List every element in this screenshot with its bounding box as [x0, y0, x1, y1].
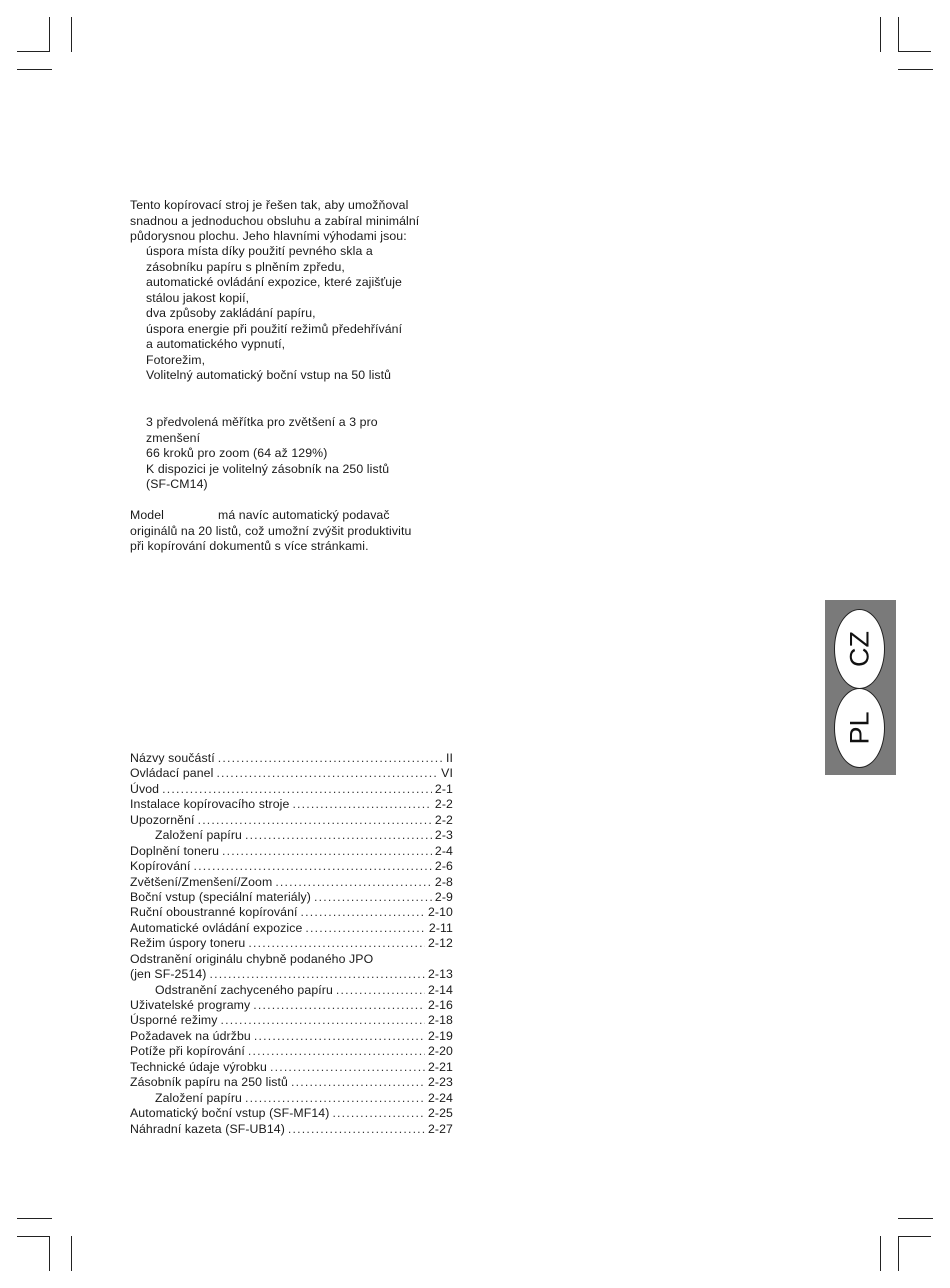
- toc-label: Odstranění originálu chybně podaného JPO: [130, 951, 374, 966]
- list-item: (SF-CM14): [146, 477, 208, 491]
- feature-list-secondary: [130, 415, 470, 493]
- toc-row: [130, 905, 453, 920]
- list-item: zmenšení: [146, 430, 201, 445]
- toc-leader-dots: [275, 875, 432, 889]
- toc-label: Náhradní kazeta (SF-UB14): [130, 1121, 285, 1136]
- toc-row: [130, 890, 453, 905]
- toc-leader-dots: [221, 1013, 425, 1027]
- toc-row: [130, 967, 453, 982]
- toc-leader-dots: [193, 859, 431, 873]
- toc-leader-dots: [162, 782, 432, 796]
- toc-leader-dots: [336, 983, 425, 997]
- toc-page: 2-20: [427, 1044, 453, 1059]
- toc-row: [130, 1060, 453, 1075]
- toc-page: 2-2: [434, 812, 453, 827]
- toc-label: Názvy součástí: [130, 751, 215, 765]
- toc-label: Požadavek na údržbu: [130, 1028, 251, 1043]
- language-oval-cz: [834, 609, 885, 689]
- toc-row: [130, 1075, 453, 1090]
- toc-leader-dots: [245, 1091, 425, 1105]
- toc-row: [130, 875, 453, 890]
- toc-label: Instalace kopírovacího stroje: [130, 797, 290, 812]
- intro-paragraph: [130, 198, 470, 245]
- toc-page: 2-16: [427, 998, 453, 1012]
- intro-line: Tento kopírovací stroj je řešen tak, aby umožňoval: [130, 198, 409, 212]
- toc-row: [130, 782, 453, 797]
- model-line-rest: má navíc automatický podavač: [218, 508, 390, 522]
- toc-label: Režim úspory toneru: [130, 936, 246, 951]
- toc-label: Upozornění: [130, 812, 195, 827]
- toc-leader-dots: [314, 890, 432, 904]
- toc-leader-dots: [292, 797, 431, 811]
- toc-leader-dots: [288, 1122, 425, 1136]
- language-code-cz: CZ: [844, 631, 874, 667]
- model-word: Model: [130, 508, 164, 522]
- list-item: úspora místa díky použití pevného skla a: [146, 244, 373, 258]
- toc-row: [130, 998, 453, 1013]
- toc-row: [130, 766, 453, 781]
- toc-label: Uživatelské programy: [130, 998, 251, 1012]
- toc-leader-dots: [248, 1044, 425, 1058]
- toc-leader-dots: [291, 1075, 425, 1089]
- toc-row: [130, 813, 453, 828]
- toc-label: Doplnění toneru: [130, 843, 220, 858]
- list-item: stálou jakost kopií,: [146, 290, 250, 305]
- toc-page: 2-4: [434, 843, 453, 858]
- model-line: originálů na 20 listů, což umožní zvýšit produktivitu: [130, 523, 412, 538]
- list-item: zásobníku papíru s plněním zpředu,: [146, 259, 345, 274]
- toc-row: [130, 1044, 453, 1059]
- list-item: a automatického vypnutí,: [146, 337, 286, 351]
- toc-page: 2-14: [427, 982, 453, 997]
- list-item: dva způsoby zakládání papíru,: [146, 306, 316, 320]
- toc-row: [130, 983, 453, 998]
- toc-label: Technické údaje výrobku: [130, 1059, 267, 1074]
- toc-label: Ovládací panel: [130, 766, 214, 781]
- toc-page: 2-25: [427, 1106, 453, 1121]
- model-line: [130, 508, 470, 524]
- language-oval-pl: [834, 688, 885, 768]
- toc-label: Kopírování: [130, 859, 191, 874]
- toc-row: [130, 921, 453, 936]
- toc-row: [130, 751, 453, 766]
- toc-row: [130, 1122, 453, 1137]
- table-of-contents: [130, 751, 453, 1137]
- toc-leader-dots: [254, 1029, 425, 1043]
- language-code-pl: PL: [844, 711, 874, 745]
- toc-page: 2-10: [427, 905, 453, 920]
- model-line: při kopírování dokumentů s více stránkami.: [130, 539, 369, 553]
- feature-list: [130, 244, 470, 384]
- toc-page: 2-2: [434, 797, 453, 812]
- toc-leader-dots: [305, 921, 425, 935]
- list-item: automatické ovládání expozice, které zajišťuje: [146, 275, 402, 289]
- toc-leader-dots: [216, 766, 438, 780]
- toc-leader-dots: [245, 828, 432, 842]
- toc-label: (jen SF-2514): [130, 967, 207, 982]
- toc-row: [130, 797, 453, 812]
- toc-leader-dots: [248, 936, 425, 950]
- toc-leader-dots: [222, 844, 432, 858]
- toc-label: Zásobník papíru na 250 listů: [130, 1075, 288, 1090]
- toc-row: [130, 828, 453, 843]
- intro-line: půdorysnou plochu. Jeho hlavními výhodami jsou:: [130, 229, 407, 243]
- toc-label: Automatický boční vstup (SF-MF14): [130, 1106, 330, 1121]
- toc-page: 2-12: [427, 936, 453, 951]
- list-item: 66 kroků pro zoom (64 až 129%): [146, 446, 328, 460]
- toc-leader-dots: [332, 1106, 425, 1120]
- toc-leader-dots: [198, 813, 432, 827]
- toc-leader-dots: [253, 998, 425, 1012]
- toc-page: 2-1: [434, 781, 453, 796]
- toc-leader-dots: [270, 1060, 425, 1074]
- toc-page: 2-21: [427, 1059, 453, 1074]
- toc-label: Boční vstup (speciální materiály): [130, 889, 311, 904]
- toc-page: 2-24: [427, 1090, 453, 1105]
- toc-page: 2-18: [427, 1013, 453, 1028]
- toc-page: 2-11: [428, 920, 453, 935]
- toc-page: 2-13: [427, 967, 453, 982]
- toc-row: [130, 1013, 453, 1028]
- toc-leader-dots: [218, 751, 443, 765]
- toc-page: 2-27: [427, 1121, 453, 1136]
- toc-label: Automatické ovládání expozice: [130, 920, 303, 935]
- toc-label: Odstranění zachyceného papíru: [155, 982, 333, 997]
- toc-row: [130, 1106, 453, 1121]
- toc-page: 2-9: [434, 889, 453, 904]
- toc-row: [130, 1091, 453, 1106]
- list-item: 3 předvolená měřítka pro zvětšení a 3 pro: [146, 415, 378, 429]
- toc-row: [130, 1029, 453, 1044]
- list-item: K dispozici je volitelný zásobník na 250 listů: [146, 461, 390, 476]
- toc-leader-dots: [209, 967, 425, 981]
- toc-page: 2-19: [427, 1028, 453, 1043]
- toc-row: [130, 936, 453, 951]
- model-paragraph: [130, 508, 470, 555]
- toc-label: Potíže při kopírování: [130, 1044, 245, 1059]
- toc-label: Ruční oboustranné kopírování: [130, 905, 298, 920]
- toc-leader-dots: [301, 905, 425, 919]
- language-tab: [825, 600, 896, 775]
- toc-page: 2-8: [434, 874, 453, 889]
- toc-label: Založení papíru: [155, 828, 242, 843]
- list-item: Volitelný automatický boční vstup na 50 listů: [146, 368, 392, 382]
- toc-page: VI: [441, 766, 453, 781]
- toc-label: Zvětšení/Zmenšení/Zoom: [130, 874, 273, 889]
- toc-label: Úvod: [130, 781, 160, 796]
- toc-page: 2-3: [434, 828, 453, 843]
- toc-row: [130, 859, 453, 874]
- list-item: Fotorežim,: [146, 352, 206, 367]
- toc-label: Úsporné režimy: [130, 1013, 218, 1028]
- toc-page: II: [445, 751, 453, 765]
- toc-row: [130, 844, 453, 859]
- toc-row: [130, 952, 453, 967]
- toc-page: 2-23: [427, 1075, 453, 1090]
- intro-line: snadnou a jednoduchou obsluhu a zabíral minimální: [130, 213, 420, 228]
- toc-label: Založení papíru: [155, 1090, 242, 1105]
- list-item: úspora energie při použití režimů předehřívání: [146, 321, 403, 336]
- toc-page: 2-6: [434, 859, 453, 874]
